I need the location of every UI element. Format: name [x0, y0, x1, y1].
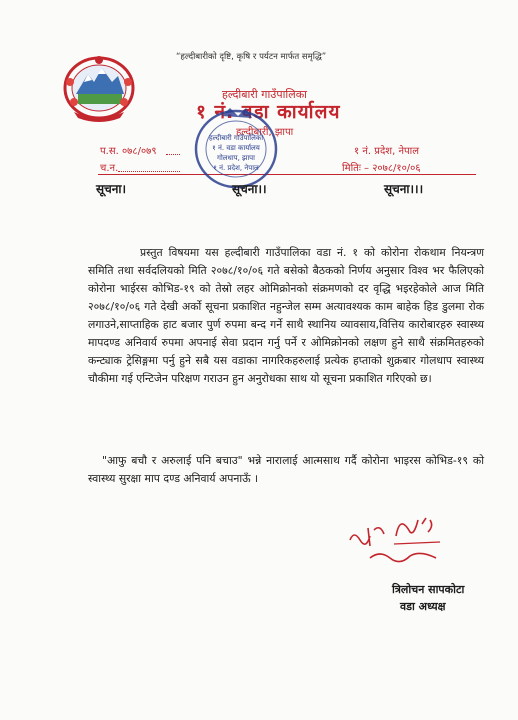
- office-title: १ नं. वडा कार्यालय: [196, 101, 341, 123]
- reference-dotted-line: [166, 154, 180, 155]
- notice-heading-1: सूचना।: [96, 182, 127, 196]
- dispatch-dotted-line: [118, 171, 180, 172]
- dispatch-number-label: च.न.: [100, 163, 119, 174]
- stamp-line: १ नं. वडा कार्यालय: [212, 144, 260, 152]
- notice-heading-3: सूचना।।।: [384, 182, 424, 196]
- stamp-line: हल्दीबारी गाउँपालिका: [208, 134, 264, 142]
- office-address: हल्दीबारी, झापा: [236, 127, 294, 138]
- slogan: “हल्दीबारीको दृष्टि, कृषि र पर्यटन मार्फत समृद्धि”: [176, 52, 327, 62]
- nepal-government-emblem-icon: [60, 52, 138, 122]
- notice-heading-2: सूचना।।: [232, 182, 267, 196]
- letter-reference-number: प.स. ०७८/०७९: [100, 146, 157, 157]
- handwritten-signature-icon: [340, 506, 450, 566]
- province-label: १ नं. प्रदेश, नेपाल: [354, 146, 420, 157]
- signatory-name: त्रिलोचन सापकोटा: [392, 583, 465, 596]
- signatory-role: वडा अध्यक्ष: [400, 600, 446, 613]
- letter-date: मितिः – २०७८/१०/०६: [342, 163, 421, 174]
- stamp-line: गोलधाप, झापा: [217, 154, 255, 162]
- notice-slogan-paragraph: "आफु बचौ र अरुलाई पनि बचाउ" भन्ने नारालाई आत्मसाथ गर्दै कोरोना भाइरस कोभिड-१९ को स्वास्थ्य सुरक्षा माप दण्ड अनिवार्य अपनाऊँ ।: [88, 454, 484, 485]
- municipality-name: हल्दीबारी गाउँपालिका: [222, 88, 308, 101]
- stamp-line: १ नं. प्रदेश, नेपाल: [213, 164, 259, 172]
- notice-body-paragraph: प्रस्तुत विषयमा यस हल्दीबारी गाउँपालिका वडा नं. १ को कोरोना रोकथाम नियन्त्रण समिति तथा सर्वदलियको मिति २०७८/१०/०६ गते बसेको बैठकको निर्णय अनुसार विश्व भर फैलिएको कोरोना भाईरस कोभिड-१९ को तेस्रो लहर ओमिक्रोनको संक्रमणको दर वृद्धि भइरहेकोले आज मिति २०७८/१०/०६ गते देखी अर्को सूचना प्रकाशित नहुन्जेल सम्म अत्यावश्यक काम बाहेक हिड डुलमा रोक लगाउने,साप्ताहिक हाट बजार पुर्ण रुपमा बन्द गर्ने साथै स्थानिय व्यावसाय,वित्तिय कारोबारहरु स्वास्थ्य मापदण्ड अनिवार्य रुपमा अपनाई सेवा प्रदान गर्नु पर्ने र ओमिक्रोनको लक्षण हुने साथै संक्रमितहरुको कन्ट्याक ट्रेसिङ्गमा पर्नु हुने सबै यस वडाका नागरिकहरुलाई प्रत्येक हप्ताको शुक्रबार गोलधाप स्वास्थ्य चौकीमा गई एन्टिजेन परिक्षण गराउन हुन अनुरोधका साथ यो सूचना प्रकाशित गरिएको छ।: [88, 246, 484, 385]
- header-divider: [98, 174, 476, 175]
